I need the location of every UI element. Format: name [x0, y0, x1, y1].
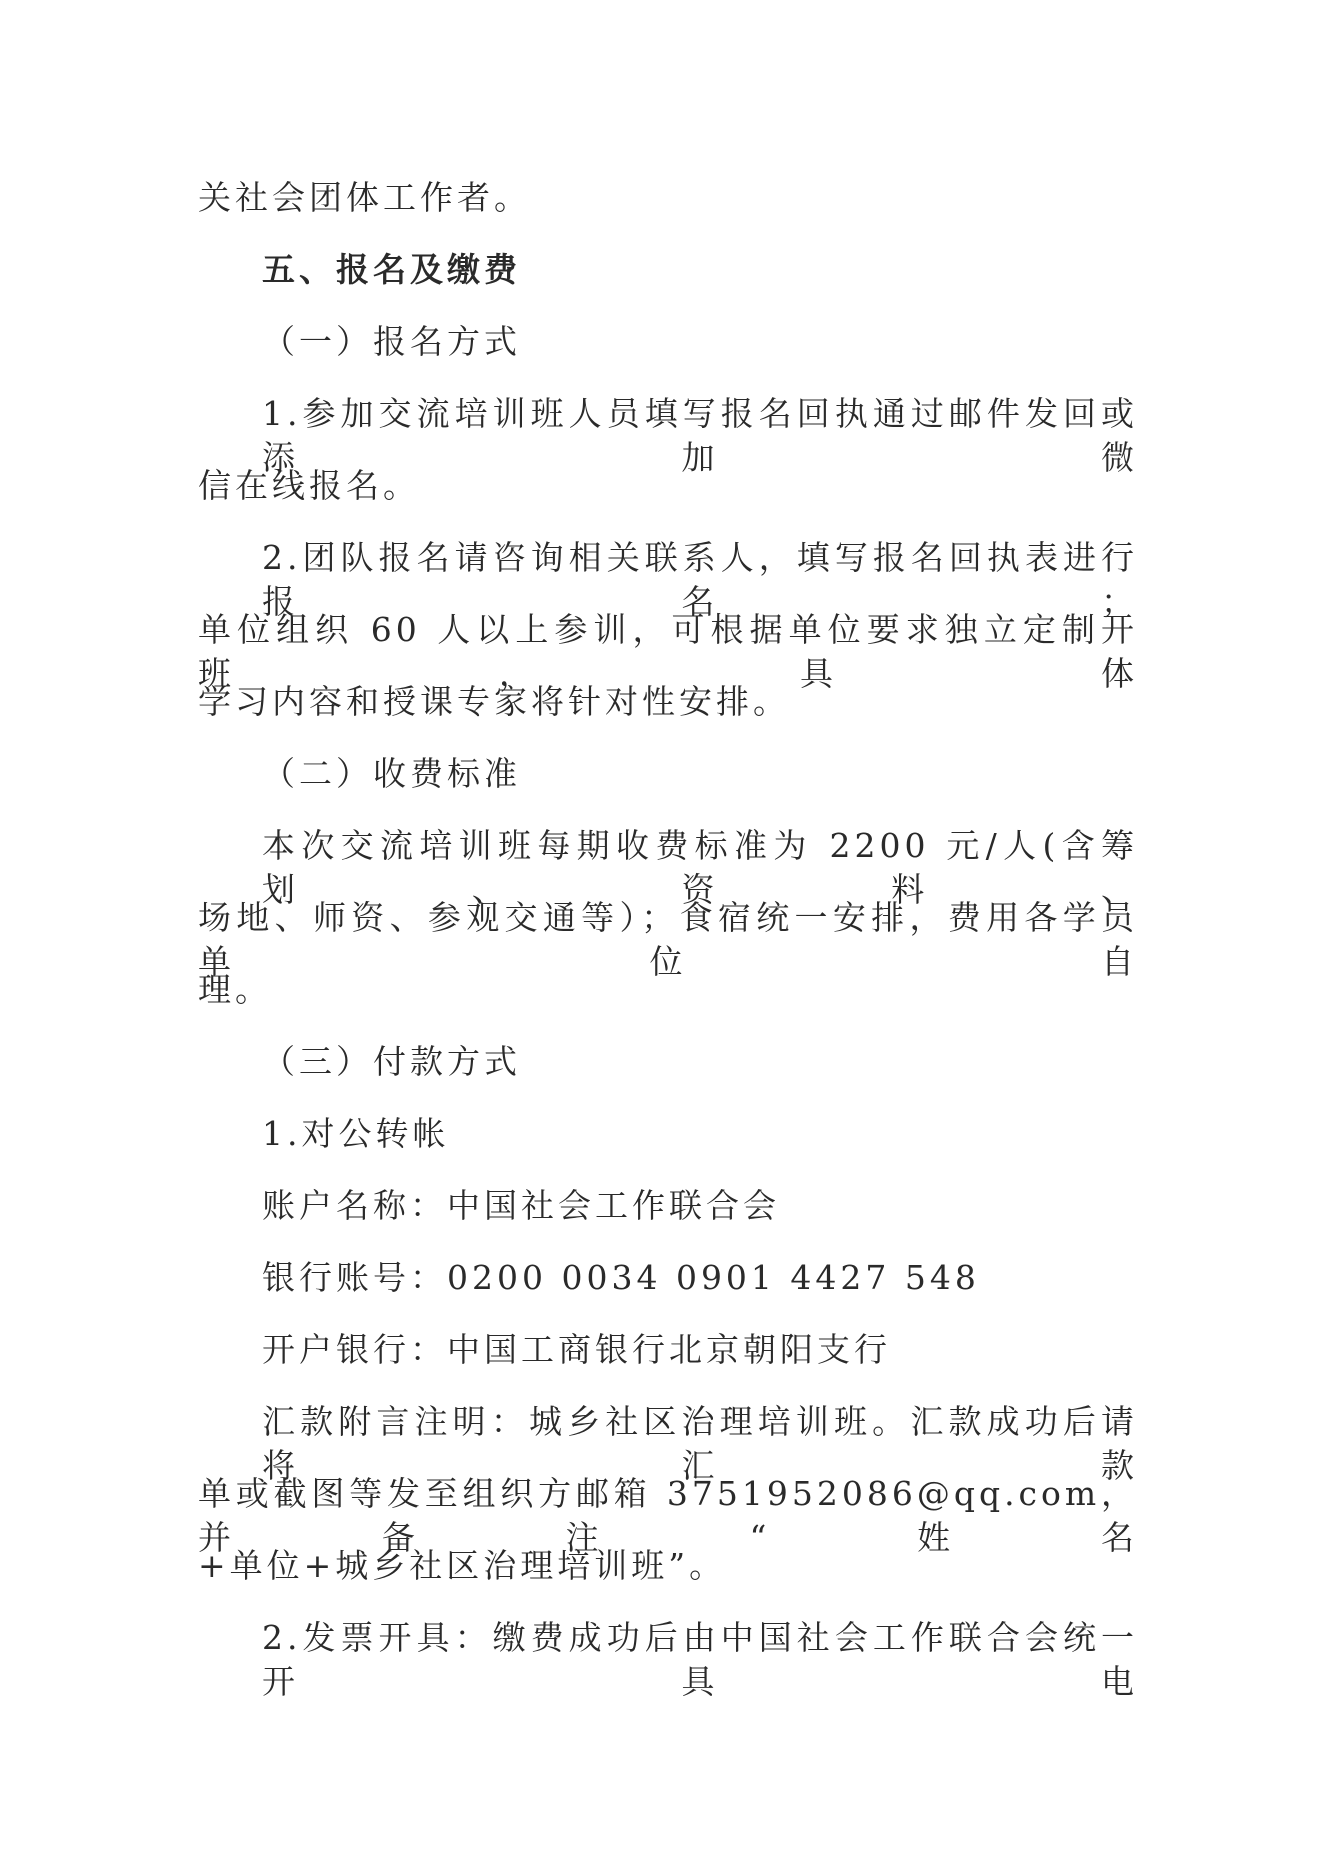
subsection-heading: （一）报名方式 [262, 322, 521, 361]
paragraph-line: 2.团队报名请咨询相关联系人，填写报名回执表进行报名； [262, 538, 1138, 621]
paragraph-line: 关社会团体工作者。 [198, 178, 531, 217]
subsection-heading: （三）付款方式 [262, 1042, 521, 1081]
paragraph-line: 汇款附言注明：城乡社区治理培训班。汇款成功后请将汇款 [262, 1402, 1138, 1485]
paragraph-line: 场地、师资、参观交通等）；食宿统一安排，费用各学员单位自 [198, 898, 1138, 981]
paragraph-line: 1.参加交流培训班人员填写报名回执通过邮件发回或添加微 [262, 394, 1138, 477]
paragraph-line: 2.发票开具：缴费成功后由中国社会工作联合会统一开具电 [262, 1618, 1138, 1701]
paragraph-line: 理。 [198, 970, 272, 1009]
paragraph-line: 学习内容和授课专家将针对性安排。 [198, 682, 790, 721]
paragraph-line: 单位组织 60 人以上参训，可根据单位要求独立定制开班，具体 [198, 610, 1138, 693]
section-heading: 五、报名及缴费 [262, 250, 521, 289]
bank-account-line: 银行账号：0200 0034 0901 4427 548 [262, 1258, 980, 1297]
paragraph-line: 本次交流培训班每期收费标准为 2200 元/人(含筹划、资料、 [262, 826, 1138, 909]
paragraph-line: 单或截图等发至组织方邮箱 3751952086@qq.com，并备注“姓名 [198, 1474, 1138, 1557]
paragraph-line: 信在线报名。 [198, 466, 420, 505]
paragraph-line: +单位+城乡社区治理培训班”。 [198, 1546, 727, 1585]
subsection-heading: （二）收费标准 [262, 754, 521, 793]
bank-branch-line: 开户银行：中国工商银行北京朝阳支行 [262, 1330, 891, 1369]
paragraph-line: 1.对公转帐 [262, 1114, 450, 1153]
account-name-line: 账户名称：中国社会工作联合会 [262, 1186, 780, 1225]
